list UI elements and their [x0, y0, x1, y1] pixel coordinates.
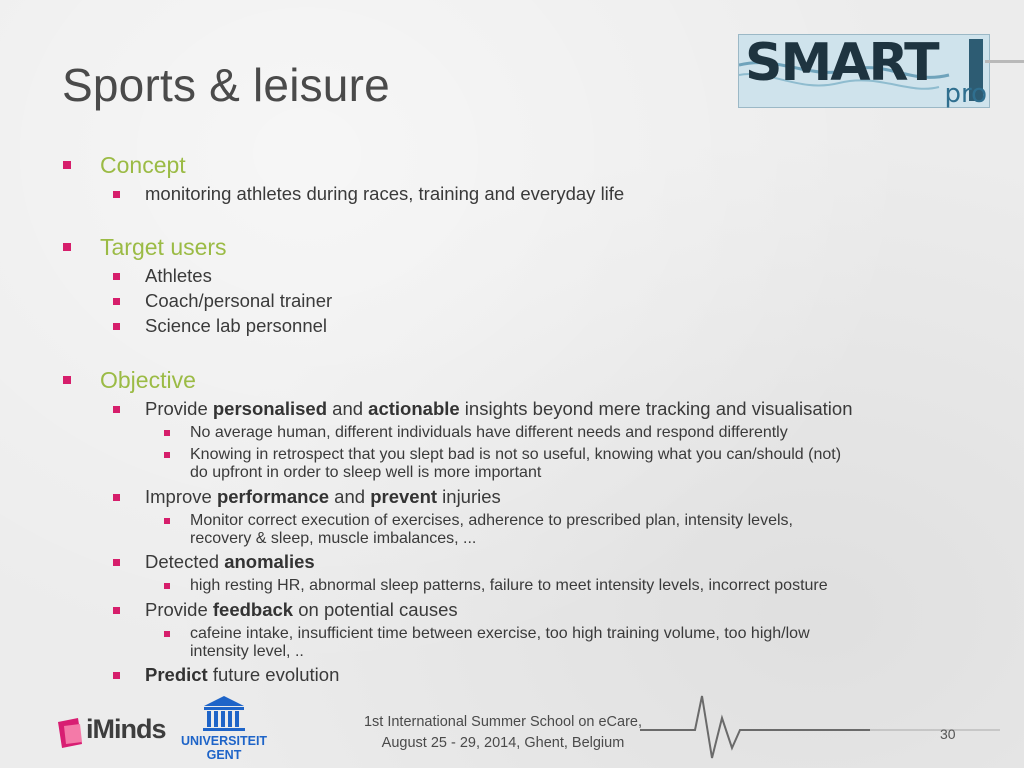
bullet-icon — [113, 672, 120, 679]
heading-concept: Concept — [100, 152, 186, 179]
list-item: Athletes — [145, 265, 212, 287]
list-item: monitoring athletes during races, training and everyday life — [145, 183, 624, 205]
bullet-icon — [63, 243, 71, 251]
list-item: Monitor correct execution of exercises, adherence to prescribed plan, intensity levels, recovery & sleep, muscle imbalances, ... — [190, 512, 793, 548]
list-item: cafeine intake, insufficient time between exercise, too high training volume, too high/low intensity level, .. — [190, 625, 810, 661]
list-item: Predict future evolution — [145, 664, 339, 686]
title-divider — [985, 60, 1024, 63]
bullet-icon — [113, 494, 120, 501]
slide-title: Sports & leisure — [62, 59, 390, 111]
list-item: No average human, different individuals have different needs and respond differently — [190, 424, 788, 442]
logo-word: SMART — [745, 33, 938, 93]
smartpro-logo — [738, 34, 990, 108]
heading-objective: Objective — [100, 367, 196, 394]
bullet-icon — [164, 452, 170, 458]
ugent-wordmark: UNIVERSITEIT GENT — [180, 734, 268, 762]
bullet-icon — [164, 583, 170, 589]
footer-event-info: 1st International Summer School on eCare, August 25 - 29, 2014, Ghent, Belgium — [363, 714, 643, 751]
page-number: 30 — [940, 726, 956, 742]
bullet-icon — [113, 607, 120, 614]
bullet-icon — [63, 161, 71, 169]
list-item: Science lab personnel — [145, 315, 327, 337]
bullet-icon — [113, 559, 120, 566]
list-item: Provide feedback on potential causes — [145, 599, 458, 621]
bullet-icon — [113, 191, 120, 198]
list-item: Coach/personal trainer — [145, 290, 332, 312]
list-item: Improve performance and prevent injuries — [145, 486, 501, 508]
logo-suffix: pro — [944, 79, 987, 109]
bullet-icon — [113, 298, 120, 305]
bullet-icon — [164, 430, 170, 436]
list-item: Provide personalised and actionable insights beyond mere tracking and visualisation — [145, 398, 853, 420]
bullet-icon — [113, 406, 120, 413]
list-item: Knowing in retrospect that you slept bad is not so useful, knowing what you can/should (not) do upfront in order to sleep well is more important — [190, 446, 841, 482]
bullet-icon — [164, 631, 170, 637]
list-item: Detected anomalies — [145, 551, 315, 573]
bullet-icon — [113, 273, 120, 280]
bullet-icon — [164, 518, 170, 524]
bullet-icon — [113, 323, 120, 330]
iminds-wordmark: iMinds — [86, 714, 166, 744]
list-item: high resting HR, abnormal sleep patterns, failure to meet intensity levels, incorrect posture — [190, 577, 828, 595]
heading-target-users: Target users — [100, 234, 227, 261]
bullet-icon — [63, 376, 71, 384]
